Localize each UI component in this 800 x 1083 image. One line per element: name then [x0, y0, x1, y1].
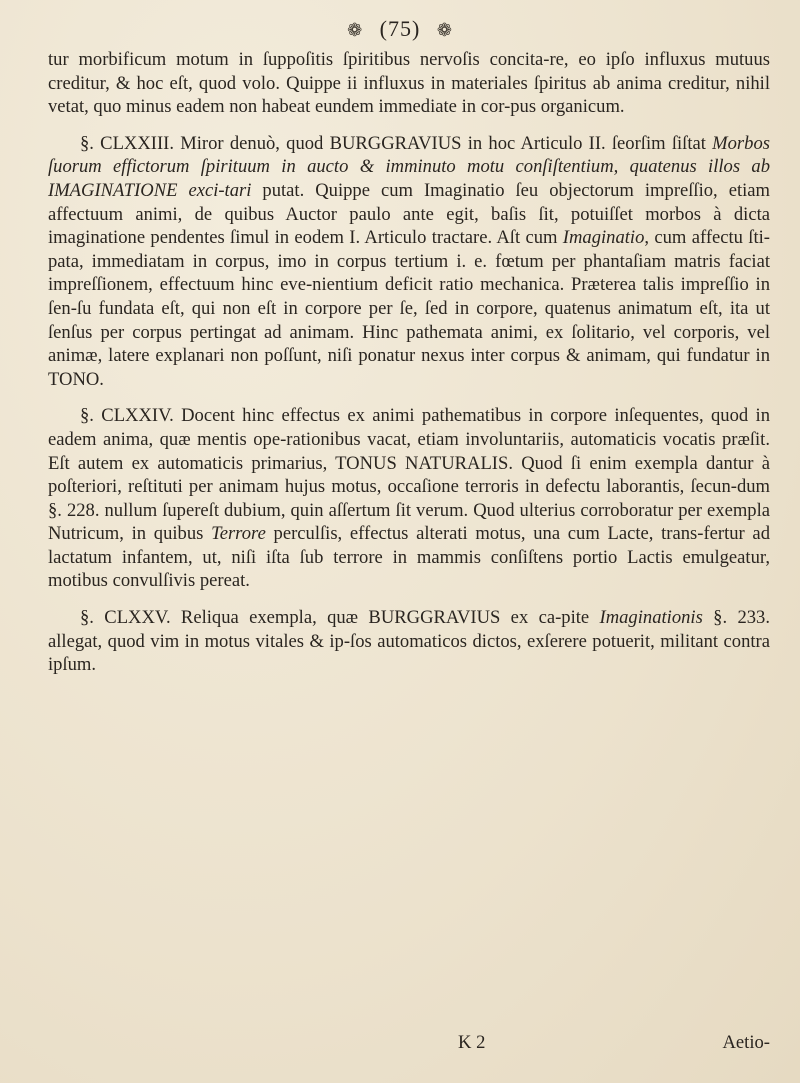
body-text: [48, 48, 770, 677]
italic-text: Morbos ſuorum effictorum ſpirituum in aucto & imminuto motu conſiſtentium, quatenus illos ab IMAGINATIONE exci-tari: [48, 132, 770, 201]
paragraph: [48, 132, 770, 392]
page-header: [0, 16, 800, 42]
paragraph: [48, 404, 770, 593]
signature-mark: K 2: [458, 1032, 486, 1053]
ornament-left-icon: ❁: [347, 20, 364, 40]
catchword: Aetio-: [722, 1032, 770, 1053]
text-run: putat. Quippe cum Imaginatio ſeu objectorum impreſſio, etiam affectuum animi, de quibus Auctor paulo ante egit, baſis ſit, potuiſſet morbos à dicta imaginatione pendentes ſimul in eodem I. Articulo tractare. Aſt cum: [48, 179, 770, 249]
italic-text: Terrore: [211, 523, 266, 545]
paragraph: [48, 48, 770, 119]
paragraph: [48, 606, 770, 677]
italic-text: Imaginationis: [599, 607, 703, 629]
text-run: tur morbificum motum in ſuppoſitis ſpiritibus nervoſis concita-re, eo ipſo influxus mutuus creditur, & hoc eſt, quod volo. Quippe ii influxus in materiales ſpiritus ab anima creditur, nihil vetat, quo minus eadem non habeat eundem immediate in cor-pus organicum.: [48, 49, 770, 118]
text-run: §. 233. allegat, quod vim in motus vitales & ip-ſos automaticos dictos, exſerere potuerit, militant contra ipſum.: [48, 607, 771, 676]
text-run: §. CLXXIII. Miror denuò, quod BURGGRAVIUS in hoc Articulo II. ſeorſim ſiſtat: [80, 132, 713, 154]
page-footer: [48, 1032, 770, 1058]
text-run: §. CLXXV. Reliqua exempla, quæ BURGGRAVIUS ex ca-pite: [80, 607, 600, 629]
text-run: perculſis, effectus alterati motus, una cum Lacte, trans-fertur ad lactatum infantem, ut, niſi iſta ſub terrore in mammis conſiſtens portio Lactis emulgeatur, motibus convulſivis pereat.: [48, 523, 770, 592]
text-run: , cum affectu ſti-pata, immediatam in corpus, imo in corpus tertium i. e. fœtum per phantaſiam matris faciat impreſſionem, effectuum hinc eve-nientium deficit ratio mechanica. Præterea talis impreſſio in ſen-ſu fundata eſt, qui non eſt in corpore per ſe, ſed in corpore, quatenus animatum eſt, ita ut ſenſus per corpus pertingat ad animam. Hinc pathemata animi, ex ſolitario, vel corporis, vel animæ, latere explanari non poſſunt, niſi ponatur nexus inter corpus & animam, qui fundatur in TONO.: [48, 227, 770, 390]
text-run: §. CLXXIV. Docent hinc effectus ex animi pathematibus in corpore inſequentes, quod in eadem anima, quæ mentis ope-rationibus vacat, etiam involuntariis, automaticis vocatis præſit. Eſt autem ex automaticis primarius, TONUS NATURALIS. Quod ſi enim exempla dantur à poſteriori, reſtituti per animam hujus motus, occaſione terroris in defectu laborantis, ſecun-dum §. 228. nullum ſupereſt dubium, quin aſſertum ſit verum. Quod ulterius corroboratur per exempla Nutricum, in quibus: [48, 405, 770, 545]
italic-text: Imaginatio: [562, 227, 645, 249]
ornament-right-icon: ❁: [436, 20, 453, 40]
page-number: (75): [379, 16, 421, 41]
